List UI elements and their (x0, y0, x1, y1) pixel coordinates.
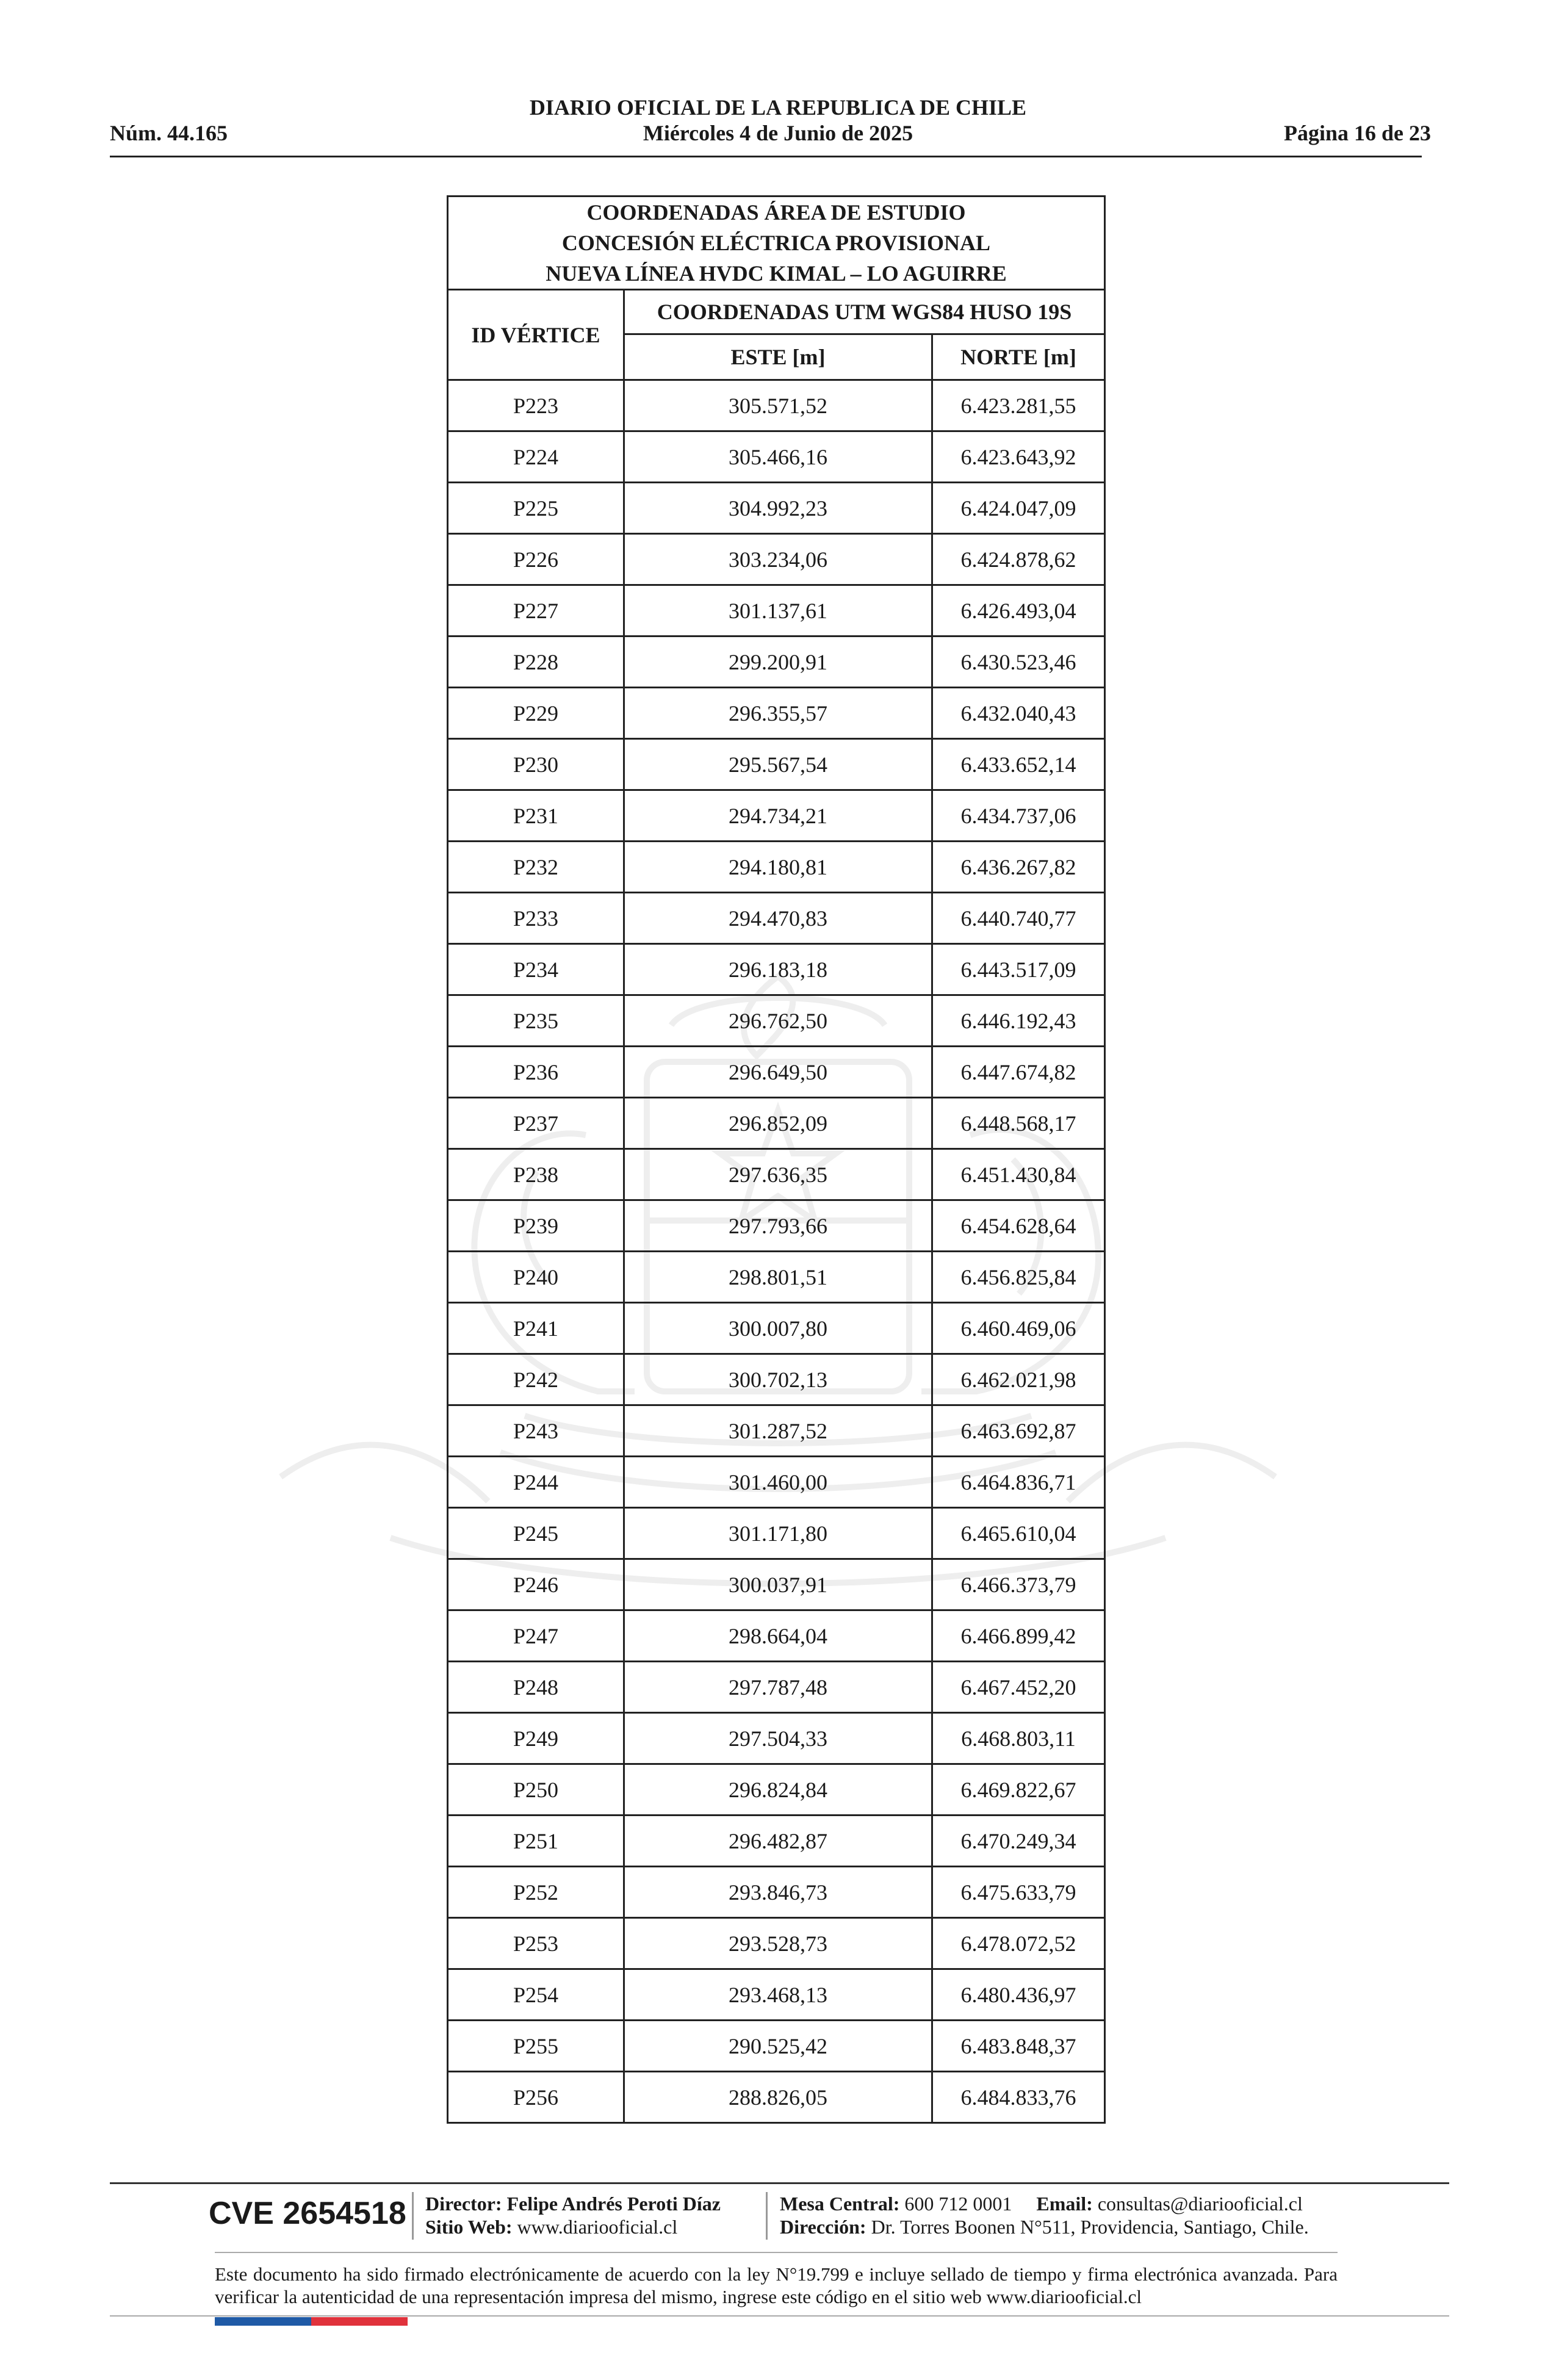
cell-norte: 6.460.469,06 (932, 1303, 1105, 1354)
cell-vertex-id: P256 (448, 2072, 624, 2123)
issue-number: Núm. 44.165 (110, 121, 228, 145)
cell-vertex-id: P247 (448, 1610, 624, 1662)
cell-norte: 6.423.281,55 (932, 380, 1105, 431)
table-row (448, 790, 1105, 842)
cell-este: 301.460,00 (624, 1457, 932, 1508)
cell-norte: 6.433.652,14 (932, 739, 1105, 790)
cell-vertex-id: P255 (448, 2021, 624, 2072)
table-row (448, 739, 1105, 790)
cell-norte: 6.430.523,46 (932, 636, 1105, 688)
cell-norte: 6.467.452,20 (932, 1662, 1105, 1713)
table-row (448, 1713, 1105, 1764)
table-row (448, 1405, 1105, 1457)
cell-norte: 6.470.249,34 (932, 1816, 1105, 1867)
cell-este: 296.649,50 (624, 1047, 932, 1098)
cell-este: 293.846,73 (624, 1867, 932, 1918)
footer-divider (110, 2315, 1449, 2317)
footer-divider (215, 2252, 1338, 2253)
cell-este: 296.482,87 (624, 1816, 932, 1867)
cell-vertex-id: P229 (448, 688, 624, 739)
table-title (448, 197, 1105, 290)
cell-norte: 6.451.430,84 (932, 1149, 1105, 1200)
cell-norte: 6.423.643,92 (932, 431, 1105, 483)
director-label: Director: (425, 2193, 502, 2215)
cell-este: 300.037,91 (624, 1559, 932, 1610)
cell-vertex-id: P240 (448, 1252, 624, 1303)
cell-vertex-id: P245 (448, 1508, 624, 1559)
coordinates-table (447, 195, 1106, 2124)
header-divider (110, 156, 1422, 157)
cell-norte: 6.468.803,11 (932, 1713, 1105, 1764)
cell-vertex-id: P242 (448, 1354, 624, 1405)
cell-vertex-id: P244 (448, 1457, 624, 1508)
table-row (448, 483, 1105, 534)
cell-este: 288.826,05 (624, 2072, 932, 2123)
cell-vertex-id: P246 (448, 1559, 624, 1610)
cell-vertex-id: P249 (448, 1713, 624, 1764)
table-row (448, 1816, 1105, 1867)
cell-este: 304.992,23 (624, 483, 932, 534)
table-title-line: COORDENADAS ÁREA DE ESTUDIO (586, 200, 966, 225)
cell-vertex-id: P232 (448, 842, 624, 893)
address-label: Dirección: (780, 2216, 866, 2238)
page-number: Página 16 de 23 (1283, 121, 1431, 145)
phone-label: Mesa Central: (780, 2193, 900, 2215)
footer-divider (110, 2182, 1449, 2184)
cell-norte: 6.466.899,42 (932, 1610, 1105, 1662)
cell-vertex-id: P248 (448, 1662, 624, 1713)
flag-stripe-red (311, 2317, 408, 2326)
cell-vertex-id: P225 (448, 483, 624, 534)
table-row (448, 636, 1105, 688)
table-row (448, 1252, 1105, 1303)
table-row (448, 1662, 1105, 1713)
cell-norte: 6.424.047,09 (932, 483, 1105, 534)
table-row (448, 431, 1105, 483)
cell-vertex-id: P241 (448, 1303, 624, 1354)
cell-vertex-id: P231 (448, 790, 624, 842)
table-row (448, 380, 1105, 431)
cell-norte: 6.447.674,82 (932, 1047, 1105, 1098)
cell-este: 305.466,16 (624, 431, 932, 483)
cell-vertex-id: P238 (448, 1149, 624, 1200)
cell-norte: 6.465.610,04 (932, 1508, 1105, 1559)
cell-norte: 6.454.628,64 (932, 1200, 1105, 1252)
table-row (448, 995, 1105, 1047)
table-row (448, 893, 1105, 944)
table-row (448, 1508, 1105, 1559)
footer-director-block (425, 2192, 721, 2238)
table-row (448, 1559, 1105, 1610)
cell-vertex-id: P235 (448, 995, 624, 1047)
cell-este: 294.180,81 (624, 842, 932, 893)
cell-este: 298.664,04 (624, 1610, 932, 1662)
cell-vertex-id: P236 (448, 1047, 624, 1098)
cell-este: 296.762,50 (624, 995, 932, 1047)
email-label: Email: (1036, 2193, 1093, 2215)
cell-este: 296.824,84 (624, 1764, 932, 1816)
table-row (448, 1918, 1105, 1969)
cve-code: CVE 2654518 (209, 2196, 406, 2231)
table-row (448, 944, 1105, 995)
cell-norte: 6.448.568,17 (932, 1098, 1105, 1149)
table-row (448, 1457, 1105, 1508)
column-header-id: ID VÉRTICE (448, 290, 624, 380)
cell-este: 300.702,13 (624, 1354, 932, 1405)
cell-este: 294.470,83 (624, 893, 932, 944)
cell-este: 296.852,09 (624, 1098, 932, 1149)
table-row (448, 1354, 1105, 1405)
director-name: Felipe Andrés Peroti Díaz (506, 2193, 721, 2215)
cell-vertex-id: P228 (448, 636, 624, 688)
cell-vertex-id: P233 (448, 893, 624, 944)
cell-este: 295.567,54 (624, 739, 932, 790)
cell-este: 296.355,57 (624, 688, 932, 739)
phone-value: 600 712 0001 (904, 2193, 1012, 2215)
table-row (448, 688, 1105, 739)
cell-norte: 6.466.373,79 (932, 1559, 1105, 1610)
cell-vertex-id: P234 (448, 944, 624, 995)
cell-vertex-id: P237 (448, 1098, 624, 1149)
table-row (448, 585, 1105, 636)
table-title-line: NUEVA LÍNEA HVDC KIMAL – LO AGUIRRE (546, 261, 1007, 286)
cell-este: 293.468,13 (624, 1969, 932, 2021)
cell-este: 297.793,66 (624, 1200, 932, 1252)
cell-vertex-id: P239 (448, 1200, 624, 1252)
cell-este: 300.007,80 (624, 1303, 932, 1354)
table-body (448, 380, 1105, 2123)
cell-norte: 6.475.633,79 (932, 1867, 1105, 1918)
email-link[interactable]: consultas@diariooficial.cl (1097, 2193, 1303, 2215)
cell-norte: 6.480.436,97 (932, 1969, 1105, 2021)
table-row (448, 1047, 1105, 1098)
cell-norte: 6.443.517,09 (932, 944, 1105, 995)
cell-norte: 6.434.737,06 (932, 790, 1105, 842)
table-row (448, 2021, 1105, 2072)
cell-este: 299.200,91 (624, 636, 932, 688)
cell-norte: 6.463.692,87 (932, 1405, 1105, 1457)
footer-separator (766, 2192, 768, 2240)
cell-norte: 6.432.040,43 (932, 688, 1105, 739)
cell-norte: 6.440.740,77 (932, 893, 1105, 944)
cell-este: 301.287,52 (624, 1405, 932, 1457)
column-header-norte: NORTE [m] (932, 334, 1105, 380)
issue-date: Miércoles 4 de Junio de 2025 (643, 121, 913, 145)
cell-vertex-id: P250 (448, 1764, 624, 1816)
table-row (448, 1200, 1105, 1252)
cell-vertex-id: P224 (448, 431, 624, 483)
cell-este: 303.234,06 (624, 534, 932, 585)
cell-norte: 6.436.267,82 (932, 842, 1105, 893)
website-link[interactable]: www.diariooficial.cl (517, 2216, 678, 2238)
cell-este: 294.734,21 (624, 790, 932, 842)
cell-norte: 6.483.848,37 (932, 2021, 1105, 2072)
cell-vertex-id: P226 (448, 534, 624, 585)
cell-norte: 6.426.493,04 (932, 585, 1105, 636)
cell-norte: 6.478.072,52 (932, 1918, 1105, 1969)
newspaper-title: DIARIO OFICIAL DE LA REPUBLICA DE CHILE (529, 95, 1027, 120)
cell-norte: 6.464.836,71 (932, 1457, 1105, 1508)
cell-norte: 6.456.825,84 (932, 1252, 1105, 1303)
table-row (448, 1149, 1105, 1200)
table-row (448, 1867, 1105, 1918)
cell-este: 301.137,61 (624, 585, 932, 636)
cell-norte: 6.484.833,76 (932, 2072, 1105, 2123)
cell-este: 293.528,73 (624, 1918, 932, 1969)
cell-este: 290.525,42 (624, 2021, 932, 2072)
cell-este: 297.787,48 (624, 1662, 932, 1713)
column-header-este: ESTE [m] (624, 334, 932, 380)
legal-notice: Este documento ha sido firmado electrónicamente de acuerdo con la ley N°19.799 e incluye sellado de tiempo y firma electrónica avanzada. Para verificar la autenticidad de una representación impresa del mismo, ingrese este código en el sitio web www.diariooficial.cl (215, 2263, 1338, 2307)
cell-norte: 6.424.878,62 (932, 534, 1105, 585)
flag-stripe-blue (215, 2317, 311, 2326)
column-header-utm: COORDENADAS UTM WGS84 HUSO 19S (624, 290, 1105, 334)
table-row (448, 842, 1105, 893)
cell-vertex-id: P251 (448, 1816, 624, 1867)
table-row (448, 1303, 1105, 1354)
cell-este: 297.504,33 (624, 1713, 932, 1764)
footer-separator (412, 2192, 414, 2240)
cell-este: 305.571,52 (624, 380, 932, 431)
website-label: Sitio Web: (425, 2216, 513, 2238)
table-row (448, 1969, 1105, 2021)
table-row (448, 1610, 1105, 1662)
table-row (448, 2072, 1105, 2123)
cell-vertex-id: P223 (448, 380, 624, 431)
cell-vertex-id: P243 (448, 1405, 624, 1457)
cell-vertex-id: P254 (448, 1969, 624, 2021)
cell-norte: 6.462.021,98 (932, 1354, 1105, 1405)
footer-contact-block (780, 2192, 1309, 2238)
cell-este: 298.801,51 (624, 1252, 932, 1303)
cell-vertex-id: P230 (448, 739, 624, 790)
cell-este: 301.171,80 (624, 1508, 932, 1559)
table-row (448, 1764, 1105, 1816)
table-row (448, 534, 1105, 585)
cell-norte: 6.469.822,67 (932, 1764, 1105, 1816)
cell-norte: 6.446.192,43 (932, 995, 1105, 1047)
cell-vertex-id: P227 (448, 585, 624, 636)
table-title-line: CONCESIÓN ELÉCTRICA PROVISIONAL (561, 231, 991, 255)
cell-vertex-id: P253 (448, 1918, 624, 1969)
cell-este: 297.636,35 (624, 1149, 932, 1200)
cell-vertex-id: P252 (448, 1867, 624, 1918)
cell-este: 296.183,18 (624, 944, 932, 995)
address-value: Dr. Torres Boonen N°511, Providencia, Santiago, Chile. (871, 2216, 1309, 2238)
table-row (448, 1098, 1105, 1149)
